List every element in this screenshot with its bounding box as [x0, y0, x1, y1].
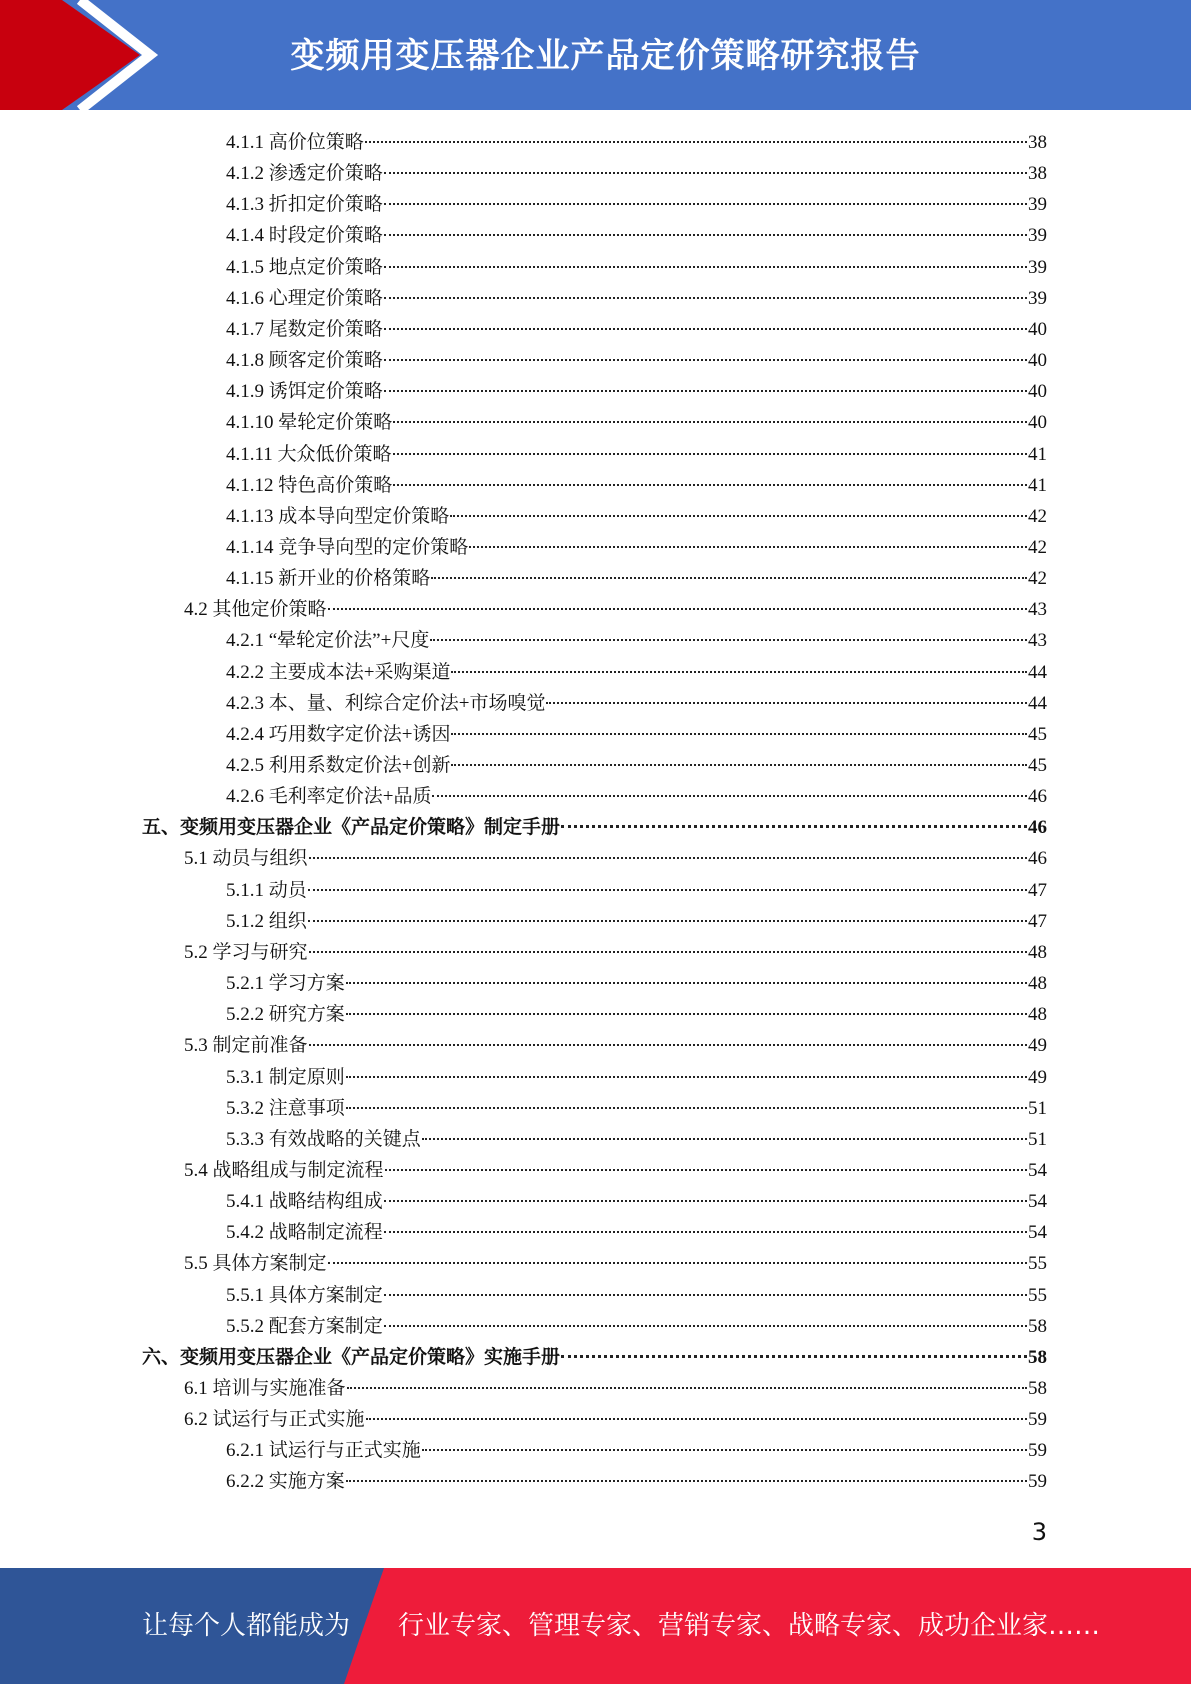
toc-entry-page: 39: [1028, 225, 1047, 247]
toc-entry-title: 4.2.6 毛利率定价法+品质: [226, 786, 432, 808]
toc-entry-title: 5.3.2 注意事项: [226, 1097, 345, 1119]
toc-dot-leader: [384, 1231, 1027, 1233]
toc-dot-leader: [384, 328, 1027, 330]
toc-dot-leader: [384, 172, 1027, 174]
toc-entry[interactable]: [226, 719, 1047, 750]
toc-entry-title: 4.1.15 新开业的价格策略: [226, 568, 431, 590]
toc-entry[interactable]: [226, 158, 1047, 189]
toc-entry-page: 39: [1028, 287, 1047, 309]
toc-entry-page: 42: [1028, 505, 1047, 527]
toc-entry[interactable]: [184, 1030, 1047, 1061]
toc-entry[interactable]: [226, 625, 1047, 656]
toc-entry-page: 40: [1028, 350, 1047, 372]
toc-entry[interactable]: [226, 1062, 1047, 1093]
toc-entry[interactable]: [226, 1093, 1047, 1124]
toc-entry[interactable]: [226, 1311, 1047, 1342]
toc-entry[interactable]: [226, 563, 1047, 594]
footer-slogan: 让每个人都能成为: [142, 1611, 351, 1641]
toc-entry-title: 4.1.14 竞争导向型的定价策略: [226, 536, 469, 558]
toc-entry-page: 54: [1028, 1159, 1047, 1181]
toc-entry-title: 5.2 学习与研究: [184, 941, 308, 963]
toc-entry-page: 43: [1028, 630, 1047, 652]
toc-entry-page: 48: [1028, 1004, 1047, 1026]
toc-entry-title: 4.1.7 尾数定价策略: [226, 318, 383, 340]
toc-dot-leader: [309, 951, 1027, 953]
toc-entry-title: 4.2.3 本、量、利综合定价法+市场嗅觉: [226, 692, 546, 714]
toc-dot-leader: [451, 671, 1027, 673]
toc-entry-page: 51: [1028, 1128, 1047, 1150]
toc-entry[interactable]: [226, 968, 1047, 999]
toc-entry[interactable]: [226, 407, 1047, 438]
toc-dot-leader: [384, 234, 1027, 236]
toc-entry-title: 4.1.6 心理定价策略: [226, 287, 383, 309]
toc-dot-leader: [308, 889, 1027, 891]
toc-entry-page: 40: [1028, 412, 1047, 434]
toc-dot-leader: [546, 702, 1027, 704]
toc-entry-page: 48: [1028, 973, 1047, 995]
toc-entry-title: 5.1 动员与组织: [184, 848, 308, 870]
toc-entry-page: 40: [1028, 318, 1047, 340]
toc-entry[interactable]: [226, 439, 1047, 470]
toc-entry-title: 4.2.4 巧用数字定价法+诱因: [226, 723, 451, 745]
toc-entry[interactable]: [226, 220, 1047, 251]
toc-entry-title: 4.2.1 “晕轮定价法”+尺度: [226, 630, 430, 652]
toc-entry[interactable]: [226, 1186, 1047, 1217]
toc-entry[interactable]: [226, 501, 1047, 532]
toc-dot-leader: [393, 484, 1027, 486]
toc-entry-title: 4.1.9 诱饵定价策略: [226, 381, 383, 403]
toc-entry-title: 5.4 战略组成与制定流程: [184, 1159, 384, 1181]
toc-dot-leader: [422, 1138, 1027, 1140]
toc-entry[interactable]: [184, 1404, 1047, 1435]
toc-entry-page: 55: [1028, 1253, 1047, 1275]
page-header: [0, 0, 1191, 110]
toc-entry[interactable]: [226, 1280, 1047, 1311]
toc-dot-leader: [385, 1169, 1027, 1171]
toc-dot-leader: [346, 1480, 1027, 1482]
toc-entry[interactable]: [226, 906, 1047, 937]
toc-entry[interactable]: [226, 252, 1047, 283]
toc-entry[interactable]: [226, 1466, 1047, 1497]
toc-entry[interactable]: [184, 594, 1047, 625]
toc-entry[interactable]: [226, 781, 1047, 812]
toc-entry[interactable]: [226, 345, 1047, 376]
toc-entry[interactable]: [226, 1217, 1047, 1248]
toc-entry-page: 41: [1028, 474, 1047, 496]
toc-entry-page: 42: [1028, 536, 1047, 558]
toc-dot-leader: [422, 1449, 1027, 1451]
toc-entry-page: 49: [1028, 1066, 1047, 1088]
toc-entry-page: 58: [1028, 1378, 1047, 1399]
toc-entry-page: 59: [1028, 1471, 1047, 1493]
toc-entry-page: 58: [1028, 1346, 1047, 1368]
toc-dot-leader: [431, 577, 1027, 579]
toc-dot-leader: [384, 1294, 1027, 1296]
toc-entry-page: 48: [1028, 941, 1047, 963]
toc-dot-leader: [469, 546, 1027, 548]
toc-entry-page: 45: [1028, 755, 1047, 776]
toc-entry-title: 4.2.2 主要成本法+采购渠道: [226, 661, 451, 683]
toc-entry[interactable]: [142, 1342, 1047, 1373]
toc-entry[interactable]: [226, 314, 1047, 345]
toc-entry-page: 54: [1028, 1222, 1047, 1244]
toc-entry-page: 44: [1028, 692, 1047, 714]
toc-entry[interactable]: [226, 750, 1047, 781]
toc-dot-leader: [430, 639, 1027, 641]
toc-entry-title: 5.3 制定前准备: [184, 1035, 308, 1057]
toc-dot-leader: [393, 453, 1027, 455]
toc-entry-page: 39: [1028, 256, 1047, 278]
page-number: 3: [1031, 1518, 1047, 1546]
toc-entry-page: 49: [1028, 1035, 1047, 1057]
toc-dot-leader: [346, 1013, 1027, 1015]
toc-entry-title: 4.1.11 大众低价策略: [226, 443, 392, 465]
toc-dot-leader: [384, 297, 1027, 299]
toc-entry-page: 38: [1028, 163, 1047, 185]
toc-entry-page: 45: [1028, 723, 1047, 745]
toc-dot-leader: [346, 1076, 1027, 1078]
toc-dot-leader: [561, 1355, 1027, 1358]
toc-entry-page: 43: [1028, 599, 1047, 621]
toc-entry[interactable]: [184, 937, 1047, 968]
toc-entry[interactable]: [226, 1124, 1047, 1155]
toc-entry-page: 59: [1028, 1440, 1047, 1462]
toc-dot-leader: [308, 920, 1027, 922]
toc-dot-leader: [366, 1418, 1027, 1420]
toc-entry[interactable]: [226, 999, 1047, 1030]
toc-entry-title: 5.2.1 学习方案: [226, 973, 345, 995]
toc-dot-leader: [346, 1107, 1027, 1109]
toc-dot-leader: [384, 359, 1027, 361]
toc-dot-leader: [309, 1044, 1027, 1046]
toc-entry[interactable]: [226, 127, 1047, 158]
toc-entry-page: 46: [1028, 817, 1047, 839]
toc-entry[interactable]: [226, 283, 1047, 314]
toc-entry[interactable]: [184, 1373, 1047, 1404]
toc-entry-title: 6.1 培训与实施准备: [184, 1378, 346, 1399]
toc-entry-page: 58: [1028, 1315, 1047, 1337]
toc-dot-leader: [328, 1262, 1027, 1264]
toc-dot-leader: [450, 515, 1027, 517]
toc-entry-page: 41: [1028, 443, 1047, 465]
toc-entry-title: 4.1.4 时段定价策略: [226, 225, 383, 247]
toc-dot-leader: [451, 764, 1027, 766]
toc-entry-page: 55: [1028, 1284, 1047, 1306]
toc-entry-title: 4.1.8 顾客定价策略: [226, 350, 383, 372]
toc-entry[interactable]: [184, 1248, 1047, 1279]
toc-dot-leader: [346, 982, 1027, 984]
toc-dot-leader: [384, 203, 1027, 205]
toc-entry-title: 6.2.1 试运行与正式实施: [226, 1440, 421, 1462]
toc-entry-title: 4.1.13 成本导向型定价策略: [226, 505, 450, 527]
toc-entry-title: 4.1.5 地点定价策略: [226, 256, 383, 278]
toc-entry-page: 39: [1028, 194, 1047, 216]
toc-entry[interactable]: [226, 376, 1047, 407]
toc-entry-title: 5.4.1 战略结构组成: [226, 1191, 383, 1213]
toc-dot-leader: [561, 825, 1027, 828]
toc-entry-title: 4.1.10 晕轮定价策略: [226, 412, 393, 434]
toc-entry[interactable]: [226, 688, 1047, 719]
report-title: 变频用变压器企业产品定价策略研究报告: [290, 36, 921, 76]
toc-dot-leader: [365, 141, 1027, 143]
toc-entry-title: 4.1.3 折扣定价策略: [226, 194, 383, 216]
toc-entry-page: 44: [1028, 661, 1047, 683]
toc-dot-leader: [384, 1200, 1027, 1202]
toc-dot-leader: [384, 1325, 1027, 1327]
toc-entry-page: 47: [1028, 910, 1047, 932]
toc-entry[interactable]: [184, 1155, 1047, 1186]
toc-dot-leader: [328, 608, 1027, 610]
toc-dot-leader: [451, 733, 1027, 735]
toc-entry-title: 5.3.1 制定原则: [226, 1066, 345, 1088]
toc-entry-title: 5.3.3 有效战略的关键点: [226, 1128, 421, 1150]
toc-dot-leader: [393, 421, 1027, 423]
toc-entry-page: 47: [1028, 879, 1047, 901]
toc-dot-leader: [384, 266, 1027, 268]
toc-dot-leader: [432, 795, 1027, 797]
toc-entry-title: 5.5.1 具体方案制定: [226, 1284, 383, 1306]
toc-entry-title: 5.1.2 组织: [226, 910, 307, 932]
toc-entry-page: 38: [1028, 132, 1047, 153]
toc-entry-title: 6.2.2 实施方案: [226, 1471, 345, 1493]
toc-entry-title: 4.2.5 利用系数定价法+创新: [226, 755, 451, 776]
toc-entry-title: 4.1.1 高价位策略: [226, 132, 364, 153]
toc-dot-leader: [309, 857, 1027, 859]
toc-entry[interactable]: [184, 843, 1047, 874]
toc-entry-title: 5.4.2 战略制定流程: [226, 1222, 383, 1244]
toc-dot-leader: [347, 1387, 1027, 1389]
toc-entry-title: 5.2.2 研究方案: [226, 1004, 345, 1026]
toc-entry-page: 46: [1028, 786, 1047, 808]
toc-entry[interactable]: [226, 470, 1047, 501]
toc-entry-title: 5.1.1 动员: [226, 879, 307, 901]
toc-entry[interactable]: [226, 189, 1047, 220]
toc-entry[interactable]: [226, 532, 1047, 563]
page-footer: [0, 1568, 1191, 1684]
toc-dot-leader: [384, 390, 1027, 392]
toc-entry-page: 51: [1028, 1097, 1047, 1119]
toc-entry-title: 6.2 试运行与正式实施: [184, 1409, 365, 1431]
toc-entry-title: 5.5 具体方案制定: [184, 1253, 327, 1275]
toc-entry[interactable]: [226, 875, 1047, 906]
toc-entry[interactable]: [142, 812, 1047, 843]
toc-entry-page: 40: [1028, 381, 1047, 403]
toc-entry-page: 46: [1028, 848, 1047, 870]
toc-entry-page: 59: [1028, 1409, 1047, 1431]
toc-entry[interactable]: [226, 657, 1047, 688]
toc-entry-title: 4.1.2 渗透定价策略: [226, 163, 383, 185]
toc-entry-page: 54: [1028, 1191, 1047, 1213]
toc-entry-title: 4.1.12 特色高价策略: [226, 474, 393, 496]
toc-entry-title: 六、变频用变压器企业《产品定价策略》实施手册: [142, 1346, 561, 1368]
toc-entry-page: 42: [1028, 568, 1047, 590]
toc-entry-title: 五、变频用变压器企业《产品定价策略》制定手册: [142, 817, 561, 839]
footer-tagline: 行业专家、管理专家、营销专家、战略专家、成功企业家……: [398, 1611, 1101, 1641]
toc-entry[interactable]: [226, 1435, 1047, 1466]
toc-entry-title: 4.2 其他定价策略: [184, 599, 327, 621]
toc-entry-title: 5.5.2 配套方案制定: [226, 1315, 383, 1337]
